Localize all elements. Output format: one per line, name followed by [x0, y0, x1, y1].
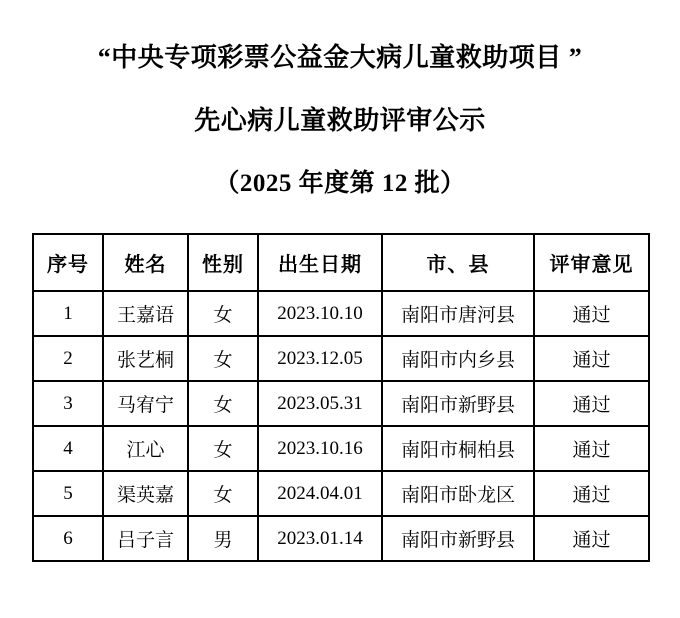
header-cell-4: 市、县: [382, 234, 534, 291]
header-cell-1: 姓名: [103, 234, 188, 291]
table-cell: 2024.04.01: [258, 471, 382, 516]
header-row: [33, 234, 649, 291]
table-cell: 南阳市内乡县: [382, 336, 534, 381]
table-cell: 通过: [534, 336, 649, 381]
table-row: [33, 336, 649, 381]
table-cell: 女: [188, 381, 258, 426]
table-cell: 1: [33, 291, 103, 336]
table-cell: 通过: [534, 426, 649, 471]
table-cell: 女: [188, 291, 258, 336]
table-cell: 2023.12.05: [258, 336, 382, 381]
header-cell-3: 出生日期: [258, 234, 382, 291]
table-cell: 江心: [103, 426, 188, 471]
table-cell: 2023.01.14: [258, 516, 382, 561]
table-row: [33, 381, 649, 426]
table-cell: 王嘉语: [103, 291, 188, 336]
table-cell: 2023.10.16: [258, 426, 382, 471]
document-title-line2: 先心病儿童救助评审公示: [194, 106, 486, 135]
table-cell: 吕子言: [103, 516, 188, 561]
table-cell: 通过: [534, 291, 649, 336]
table-cell: 3: [33, 381, 103, 426]
header-cell-2: 性别: [188, 234, 258, 291]
table-cell: 女: [188, 426, 258, 471]
table-row: [33, 426, 649, 471]
table-cell: 4: [33, 426, 103, 471]
table-cell: 张艺桐: [103, 336, 188, 381]
table-cell: 南阳市卧龙区: [382, 471, 534, 516]
table-cell: 女: [188, 336, 258, 381]
table-cell: 南阳市新野县: [382, 516, 534, 561]
table-cell: 2023.05.31: [258, 381, 382, 426]
table-cell: 南阳市唐河县: [382, 291, 534, 336]
table-cell: 渠英嘉: [103, 471, 188, 516]
table-row: [33, 291, 649, 336]
table-cell: 男: [188, 516, 258, 561]
document-header: [0, 0, 680, 197]
header-cell-0: 序号: [33, 234, 103, 291]
table-cell: 南阳市桐柏县: [382, 426, 534, 471]
table-cell: 女: [188, 471, 258, 516]
document-title-line3: （2025 年度第 12 批）: [214, 170, 466, 197]
table-cell: 通过: [534, 471, 649, 516]
table-body: [33, 291, 649, 561]
document-title-line1: “中央专项彩票公益金大病儿童救助项目 ”: [97, 43, 583, 72]
review-table: [32, 233, 650, 562]
table-cell: 2: [33, 336, 103, 381]
table-cell: 南阳市新野县: [382, 381, 534, 426]
table-row: [33, 516, 649, 561]
table-cell: 通过: [534, 516, 649, 561]
table-cell: 6: [33, 516, 103, 561]
table-cell: 马宥宁: [103, 381, 188, 426]
table-cell: 5: [33, 471, 103, 516]
table-cell: 2023.10.10: [258, 291, 382, 336]
table-row: [33, 471, 649, 516]
table-cell: 通过: [534, 381, 649, 426]
header-cell-5: 评审意见: [534, 234, 649, 291]
